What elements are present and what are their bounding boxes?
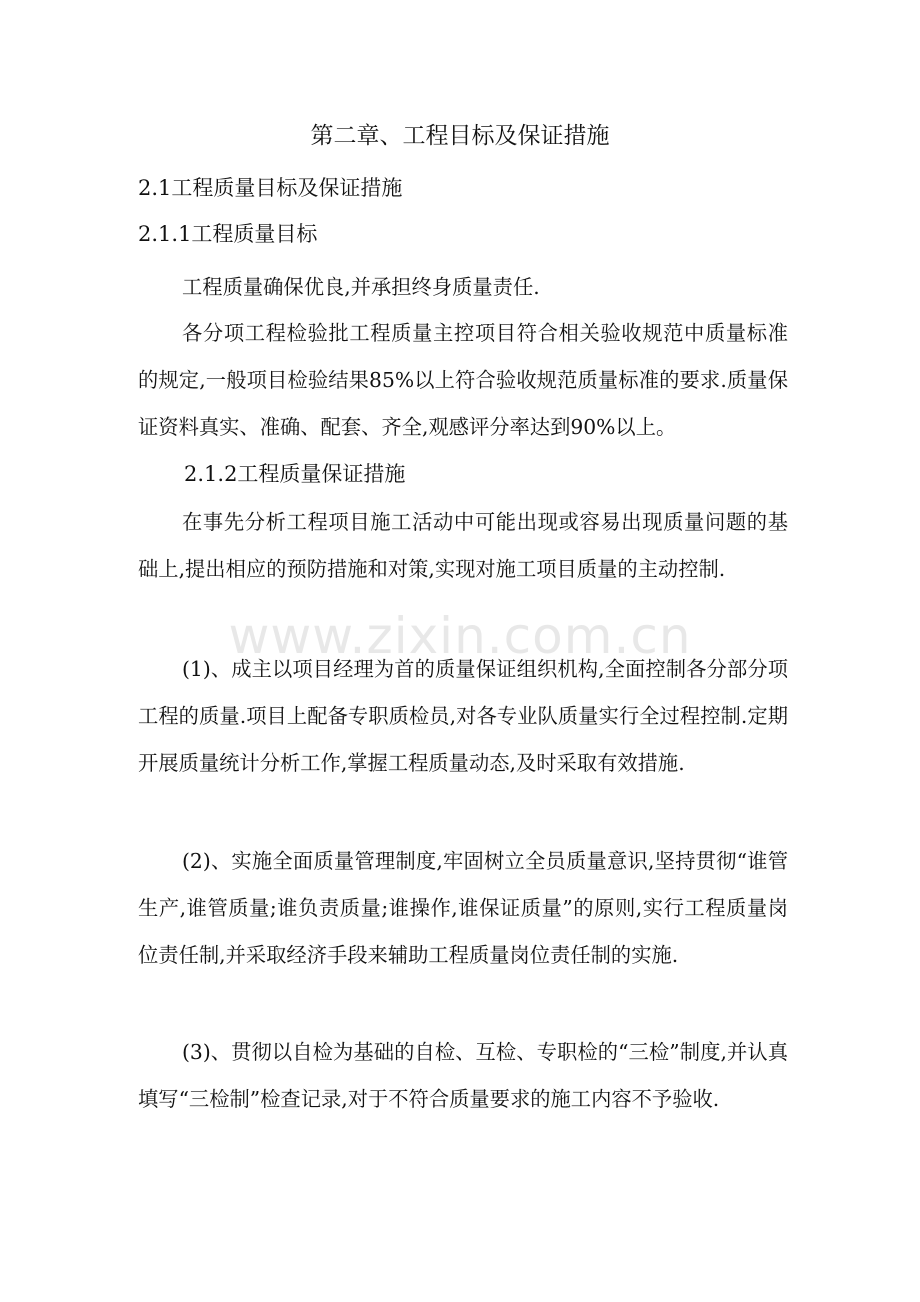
list-item-2: (2)、实施全面质量管理制度,牢固树立全员质量意识,坚持贯彻“谁管生产,谁管质量;谁负责质量;谁操作,谁保证质量”的原则,实行工程质量岗位责任制,并采取经济手段来辅助工程质量岗位责任制的实施. — [138, 849, 788, 967]
list-item-1: (1)、成主以项目经理为首的质量保证组织机构,全面控制各分部分项工程的质量.项目上配备专职质检员,对各专业队质量实行全过程控制.定期开展质量统计分析工作,掌握工程质量动态,及时采取有效措施. — [138, 657, 788, 775]
watermark: www.zixin.com.cn — [228, 607, 692, 665]
paragraph-quality-standard: 各分项工程检验批工程质量主控项目符合相关验收规范中质量标准的规定,一般项目检验结果85%以上符合验收规范质量标准的要求.质量保证资料真实、准确、配套、齐全,观感评分率达到90%以上。 — [138, 321, 788, 439]
section-heading-2-1-1: 2.1.1工程质量目标 — [138, 222, 318, 246]
list-item-3: (3)、贯彻以自检为基础的自检、互检、专职检的“三检”制度,并认真填写“三检制”检查记录,对于不符合质量要求的施工内容不予验收. — [138, 1040, 788, 1111]
section-heading-2-1-2: 2.1.2工程质量保证措施 — [184, 462, 406, 486]
paragraph-quality-goal: 工程质量确保优良,并承担终身质量责任. — [182, 275, 540, 299]
paragraph-preventive-measures: 在事先分析工程项目施工活动中可能出现或容易出现质量问题的基础上,提出相应的预防措施和对策,实现对施工项目质量的主动控制. — [138, 510, 788, 581]
chapter-title: 第二章、工程目标及保证措施 — [310, 123, 610, 149]
section-heading-2-1: 2.1工程质量目标及保证措施 — [138, 176, 403, 200]
